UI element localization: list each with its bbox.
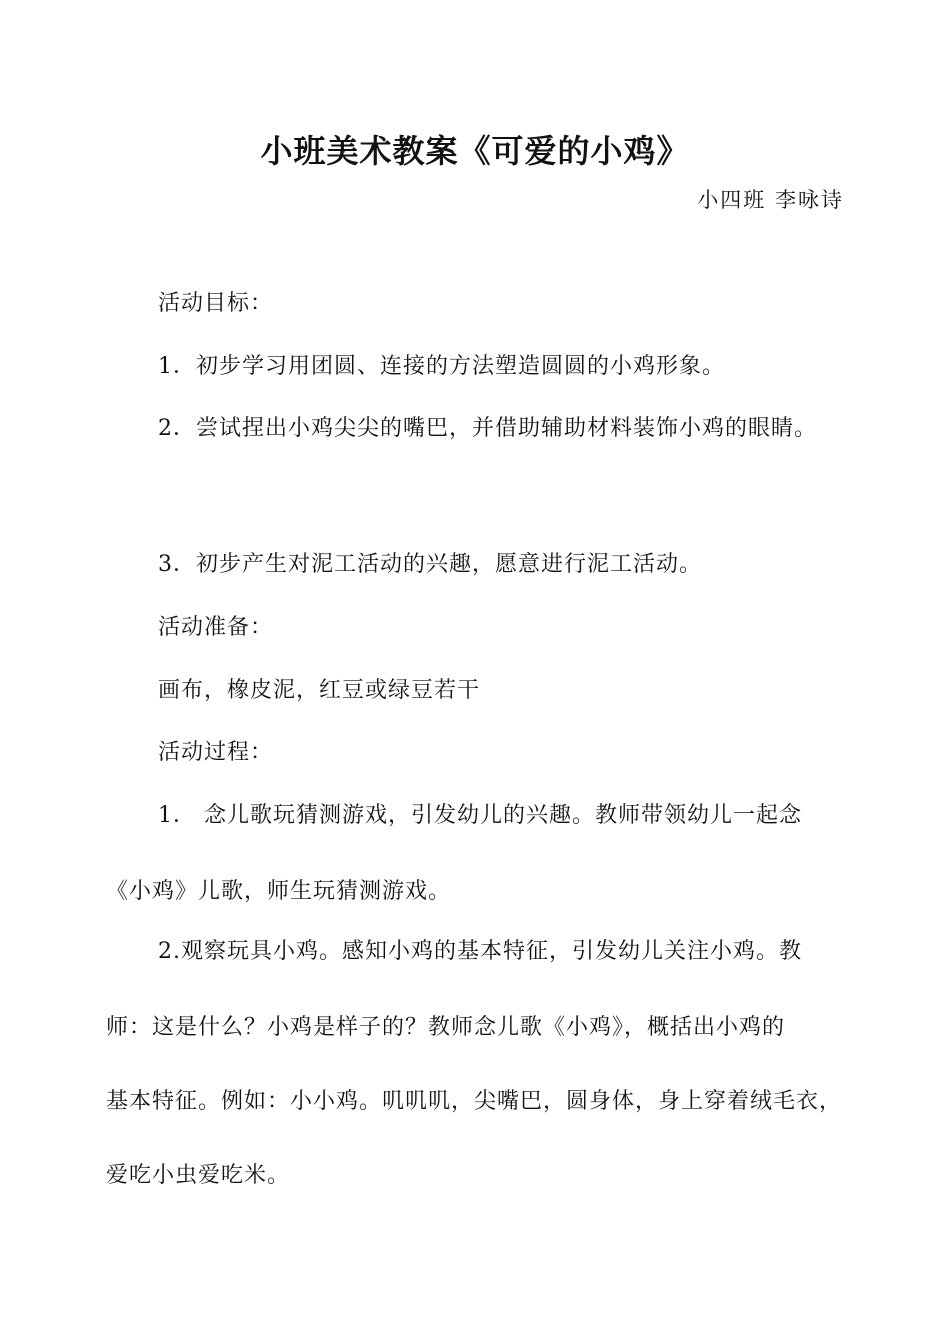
author-line: 小四班 李咏诗: [697, 188, 844, 212]
process-step-2-line-2: 师：这是什么？小鸡是样子的？教师念儿歌《小鸡》，概括出小鸡的: [106, 1015, 786, 1040]
process-step-1-line-2: 《小鸡》儿歌，师生玩猜测游戏。: [106, 879, 452, 904]
section-heading-goals: 活动目标：: [158, 291, 274, 316]
goal-item-1: 1．初步学习用团圆、连接的方法塑造圆圆的小鸡形象。: [158, 354, 725, 379]
preparation-materials: 画布，橡皮泥，红豆或绿豆若干: [158, 678, 481, 703]
page-title: 小班美术教案《可爱的小鸡》: [260, 132, 690, 170]
process-step-2-line-3: 基本特征。例如：小小鸡。叽叽叽，尖嘴巴，圆身体，身上穿着绒毛衣，: [106, 1089, 843, 1114]
process-step-2-line-4: 爱吃小虫爱吃米。: [106, 1163, 291, 1188]
section-heading-preparation: 活动准备：: [158, 615, 274, 640]
goal-item-3: 3．初步产生对泥工活动的兴趣，愿意进行泥工活动。: [158, 552, 702, 577]
section-heading-process: 活动过程：: [158, 740, 274, 765]
process-step-1-line-1: 1． 念儿歌玩猜测游戏，引发幼儿的兴趣。教师带领幼儿一起念: [158, 803, 802, 828]
goal-item-2: 2．尝试捏出小鸡尖尖的嘴巴，并借助辅助材料装饰小鸡的眼睛。: [158, 416, 817, 441]
process-step-2-line-1: 2.观察玩具小鸡。感知小鸡的基本特征，引发幼儿关注小鸡。教: [158, 939, 802, 964]
